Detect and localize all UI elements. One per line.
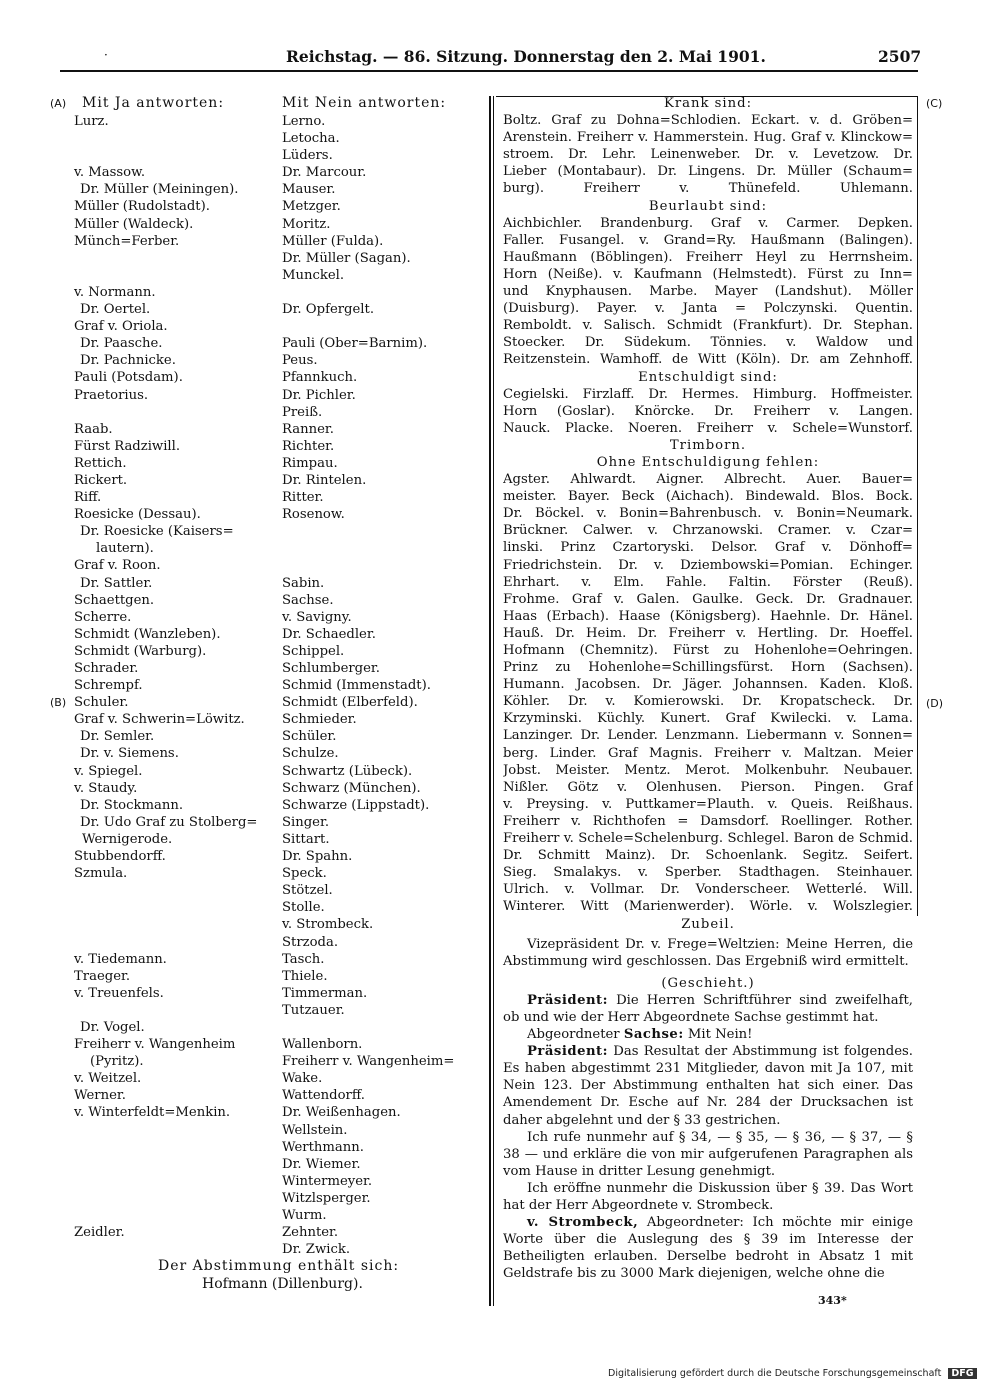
name-row [74, 404, 484, 421]
name-row [74, 301, 484, 318]
ja-name: Schrader. [74, 661, 139, 676]
nein-name: Ritter. [282, 490, 324, 506]
ja-name: Schaettgen. [74, 592, 155, 608]
name-row [74, 763, 484, 780]
name-row [74, 694, 484, 711]
nein-name: Dr. Zwick. [282, 1242, 351, 1258]
speech-sachse [503, 1026, 913, 1043]
ja-name: Dr. Vogel. [80, 1019, 145, 1035]
ohne-line: v. Preysing. v. Puttkamer=Plauth. v. Queis. Reißhaus. [503, 796, 913, 812]
name-row [74, 882, 484, 899]
speech-text: Das Resultat der Abstimmung ist folgendes. Es haben abgestimmt 231 Mitglieder, davon mit Ja 107, mit Nein 123. Der Abstimmung enthalten hat sich einer. Das Amendement Dr. Esche auf Nr. 284 der Drucksachen ist daher abgelehnt und der § 33 gestrichen. [503, 1044, 913, 1128]
nein-name: Zehnter. [282, 1225, 339, 1241]
ohne-line: Winterer. Witt (Marienwerder). Wörle. v. Wolszlegier. [503, 899, 913, 915]
footer-text: Digitalisierung gefördert durch die Deutsche Forschungsgemeinschaft [608, 1368, 942, 1379]
ohne-heading: Ohne Entschuldigung fehlen: [596, 454, 820, 470]
name-row [74, 1173, 484, 1190]
nein-name: Schmieder. [282, 712, 357, 728]
beurlaubt-line: Stoecker. Dr. Südekum. Tönnies. v. Waldow und [503, 335, 913, 351]
beurlaubt-line: Horn (Neiße). v. Kaufmann (Helmstedt). Fürst zu Inn= [503, 266, 913, 282]
ja-name: Dr. Stockmann. [80, 797, 184, 813]
ja-heading: Mit Ja antworten: [82, 95, 225, 111]
name-row [74, 745, 484, 762]
ja-name: Dr. Müller (Meiningen). [80, 182, 239, 198]
speech-strombeck [503, 1214, 913, 1282]
name-row [74, 934, 484, 951]
ja-name: Dr. Oertel. [80, 302, 151, 318]
nein-name: Lerno. [282, 114, 326, 129]
name-row [74, 233, 484, 250]
entschuldigt-heading: Entschuldigt sind: [638, 369, 778, 385]
name-row [74, 147, 484, 164]
nein-name: Pfannkuch. [282, 370, 358, 386]
beurlaubt-line: Haußmann (Böblingen). Freiherr Heyl zu Herrnsheim. [503, 249, 913, 265]
ohne-line: Freiherr v. Richthofen = Damsdorf. Roellinger. Rother. [503, 813, 913, 829]
ja-name: Stubbendorff. [74, 849, 166, 865]
nein-name: Rosenow. [282, 507, 345, 523]
ja-name: Roesicke (Dessau). [74, 507, 201, 523]
nein-name: Witzlsperger. [282, 1190, 371, 1206]
nein-name: Wake. [282, 1071, 323, 1087]
nein-name: Preiß. [282, 404, 323, 420]
nein-name: Pauli (Ober=Barnim). [282, 336, 428, 352]
name-row [74, 575, 484, 592]
ja-name: Müller (Rudolstadt). [74, 199, 210, 215]
name-row [74, 318, 484, 335]
name-row [74, 1156, 484, 1173]
ohne-line: Krzyminski. Küchly. Kunert. Graf Kwilecki. v. Lama. [503, 711, 913, 727]
nein-name: Thiele. [282, 968, 328, 984]
ohne-line: Haas (Erbach). Haase (Königsberg). Haehnle. Dr. Hänel. [503, 608, 913, 624]
krank-line: burg). Freiherr v. Thünefeld. Uhlemann. [503, 181, 913, 197]
ja-name: v. Massow. [74, 165, 146, 181]
name-row [74, 369, 484, 386]
entschuldigt-line: Cegielski. Firzlaff. Dr. Hermes. Himburg. Hoffmeister. [503, 386, 913, 402]
ja-name: Dr. v. Siemens. [80, 746, 179, 762]
speech-text: Abgeordneter: Ich möchte mir einige Worte über die Auslegung des § 39 im Interesse der Betheiligten erlauben. Derselbe bedroht in Absatz 1 mit Geldstrafe bis zu 3000 Mark diejenigen, welche ohne die [503, 1215, 913, 1282]
nein-name: Tasch. [282, 951, 325, 967]
name-row [74, 1087, 484, 1104]
ohne-line: Friedrichstein. Dr. v. Dziembowski=Pomian. Echinger. [503, 557, 913, 573]
name-row [74, 352, 484, 369]
nein-name: Lüders. [282, 148, 333, 164]
ohne-line: Agster. Ahlwardt. Aigner. Albrecht. Auer. Bauer= [503, 472, 913, 488]
ja-name: Schmidt (Warburg). [74, 643, 207, 659]
ohne-line: Ehrhart. v. Elm. Fahle. Faltin. Förster (Reuß). [503, 574, 913, 590]
name-row [74, 814, 484, 831]
nein-name: Dr. Marcour. [282, 165, 367, 181]
name-row [74, 609, 484, 626]
margin-mark-a: (A) [50, 97, 67, 110]
name-row [74, 216, 484, 233]
vote-name-list [74, 113, 484, 1258]
name-row [74, 267, 484, 284]
margin-mark-c: (C) [926, 97, 943, 110]
ja-name: Rettich. [74, 455, 127, 471]
name-row [74, 951, 484, 968]
abstain-heading: Der Abstimmung enthält sich: [158, 1258, 400, 1274]
krank-line: Arenstein. Freiherr v. Hammerstein. Hug. Graf v. Klinckow= [503, 130, 913, 146]
beurlaubt-line: (Duisburg). Payer. v. Janta = Polczynski. Quentin. [503, 301, 913, 317]
ja-name: Szmula. [74, 866, 128, 882]
entschuldigt-line: Horn (Goslar). Knörcke. Dr. Freiherr v. Langen. [503, 403, 913, 419]
name-row [74, 472, 484, 489]
nein-name: Wattendorff. [282, 1088, 365, 1104]
ja-name: Graf v. Oriola. [74, 319, 168, 335]
ohne-line: Humann. Jacobsen. Dr. Jäger. Johannsen. Kaden. Kloß. [503, 677, 913, 693]
ja-name: v. Tiedemann. [74, 951, 167, 967]
speech-president-2 [503, 1043, 913, 1128]
nein-name: Freiherr v. Wangenheim= [282, 1054, 455, 1070]
nein-name: Schüler. [282, 729, 337, 745]
name-row [74, 677, 484, 694]
footer-credit [608, 1368, 977, 1379]
nein-name: Stolle. [282, 900, 325, 916]
entschuldigt-line: Trimborn. [669, 437, 747, 453]
nein-name: Sabin. [282, 575, 325, 591]
ja-name: Dr. Sattler. [80, 575, 153, 591]
nein-name: Dr. Rintelen. [282, 472, 367, 488]
name-row [74, 1053, 484, 1070]
nein-name: Metzger. [282, 199, 341, 215]
name-row [74, 848, 484, 865]
ohne-line: Hofmann (Chemnitz). Fürst zu Hohenlohe=Oehringen. [503, 643, 913, 658]
speech-president-1 [503, 992, 913, 1026]
ja-name: v. Treuenfels. [74, 985, 164, 1001]
nein-name: Schmid (Immenstadt). [282, 678, 431, 694]
name-row [74, 250, 484, 267]
nein-name: Schwartz (Lübeck). [282, 763, 413, 779]
krank-list [503, 112, 913, 197]
ja-name: Rickert. [74, 472, 128, 488]
name-row [74, 113, 484, 130]
paragraph-call: Ich rufe nunmehr auf § 34, — § 35, — § 36, — § 37, — § 38 — und erkläre die von mir aufgerufenen Paragraphen als vom Hause in dritter Lesung genehmigt. [503, 1129, 913, 1179]
name-row [74, 1207, 484, 1224]
ja-name: v. Weitzel. [74, 1071, 142, 1087]
nein-name: Dr. Wiemer. [282, 1156, 361, 1172]
name-row [74, 387, 484, 404]
ohne-line: Lanzinger. Dr. Lender. Lenzmann. Liebermann v. Sonnen= [503, 728, 913, 744]
nein-name: Peus. [282, 353, 318, 369]
name-row [74, 181, 484, 198]
name-row [74, 660, 484, 677]
nein-name: Dr. Pichler. [282, 387, 356, 403]
nein-name: Ranner. [282, 421, 334, 437]
nein-name: Speck. [282, 866, 327, 882]
name-row [74, 557, 484, 574]
krank-line: stroem. Dr. Lehr. Leinenweber. Dr. v. Levetzow. Dr. [503, 147, 913, 163]
ohne-line: Zubeil. [681, 916, 735, 932]
name-row [74, 1122, 484, 1139]
ja-name: v. Normann. [74, 284, 156, 300]
nein-name: Wallenborn. [282, 1037, 363, 1053]
name-row [74, 335, 484, 352]
speech-text: Meine Herren, die Abstimmung wird geschlossen. Das Ergebniß wird ermittelt. [503, 936, 913, 969]
ja-name: Wernigerode. [82, 831, 173, 847]
speech-vice-president [503, 936, 913, 970]
name-row [74, 728, 484, 745]
nein-name: v. Strombeck. [282, 917, 374, 933]
beurlaubt-line: Aichbichler. Brandenburg. Graf v. Carmer. Depken. [503, 215, 913, 231]
name-row [74, 130, 484, 147]
name-row [74, 421, 484, 438]
name-row [74, 1070, 484, 1087]
ohne-line: Dr. Böckel. v. Bonin=Bahrenbusch. v. Bonin=Neumark. [503, 506, 913, 522]
nein-name: Tutzauer. [282, 1002, 345, 1018]
beurlaubt-line: Reitzenstein. Wamhoff. de Witt (Köln). Dr. am Zehnhoff. [503, 352, 913, 368]
ja-name: Werner. [74, 1088, 126, 1104]
speaker: v. Strombeck, [527, 1215, 639, 1231]
ja-name: Freiherr v. Wangenheim [74, 1037, 236, 1053]
column-divider [489, 96, 491, 1306]
nein-name: Wintermeyer. [282, 1173, 373, 1189]
ohne-line: Nißler. Götz v. Olenhusen. Pierson. Pingen. Graf [503, 779, 913, 795]
ja-name: Zeidler. [74, 1225, 125, 1241]
name-row [74, 780, 484, 797]
name-row [74, 831, 484, 848]
ja-name: Dr. Roesicke (Kaisers= [80, 524, 234, 540]
name-row [74, 198, 484, 215]
krank-heading: Krank sind: [663, 96, 753, 111]
ja-name: Schuler. [74, 695, 129, 711]
ja-name: Schrempf. [74, 678, 143, 694]
margin-mark-b: (B) [50, 696, 67, 709]
nein-name: Dr. Müller (Sagan). [282, 250, 411, 266]
ohne-line: Sieg. Smalakys. v. Sperber. Stadthagen. Steinhauer. [503, 865, 913, 881]
ja-name: v. Spiegel. [74, 763, 143, 779]
nein-name: v. Savigny. [282, 609, 352, 625]
ja-name: Schmidt (Wanzleben). [74, 626, 221, 642]
nein-name: Werthmann. [282, 1139, 364, 1155]
page-number: 2507 [878, 47, 922, 66]
name-row [74, 1036, 484, 1053]
nein-name: Schmidt (Elberfeld). [282, 695, 418, 711]
nein-name: Strzoda. [282, 934, 339, 950]
ja-name: Fürst Radziwill. [74, 438, 181, 454]
name-row [74, 899, 484, 916]
nein-name: Wellstein. [282, 1122, 348, 1138]
name-row [74, 540, 484, 557]
margin-mark-d: (D) [926, 697, 944, 710]
speaker: Sachse: [623, 1027, 684, 1043]
name-row [74, 455, 484, 472]
ohne-line: berg. Linder. Graf Magnis. Freiherr v. Maltzan. Meier [503, 745, 913, 761]
nein-name: Wurm. [282, 1208, 327, 1223]
abstain-name: Hofmann (Dillenburg). [202, 1276, 363, 1292]
name-row [74, 164, 484, 181]
nein-name: Munckel. [282, 267, 345, 283]
nein-name: Schippel. [282, 643, 345, 659]
geschieht-note: (Geschieht.) [661, 975, 755, 991]
nein-name: Timmerman. [282, 985, 368, 1001]
nein-name: Stötzel. [282, 883, 333, 899]
name-row [74, 865, 484, 882]
name-row [74, 626, 484, 643]
ohne-line: Ulrich. v. Vollmar. Dr. Vonderscheer. Wetterlé. Will. [503, 882, 913, 898]
name-row [74, 1241, 484, 1258]
nein-name: Richter. [282, 438, 335, 454]
nein-name: Singer. [282, 814, 330, 830]
name-row [74, 1190, 484, 1207]
ja-name: Dr. Udo Graf zu Stolberg= [80, 814, 258, 830]
ohne-line: Jobst. Meister. Mentz. Merot. Molkenbuhr. Neubauer. [503, 762, 913, 778]
beurlaubt-heading: Beurlaubt sind: [648, 198, 768, 214]
nein-name: Rimpau. [282, 455, 338, 471]
ja-name: lautern). [96, 541, 154, 557]
ja-name: Traeger. [74, 968, 131, 984]
beurlaubt-list [503, 215, 913, 369]
ja-name: Münch=Ferber. [74, 233, 180, 249]
ohne-line: Dr. Schmitt Mainz). Dr. Schoenlank. Segitz. Seifert. [503, 848, 913, 864]
name-row [74, 592, 484, 609]
header-rule [60, 70, 918, 72]
nein-name: Sachse. [282, 592, 334, 608]
name-row [74, 916, 484, 933]
paragraph-discussion: Ich eröffne nunmehr die Diskussion über § 39. Das Wort hat der Herr Abgeordnete v. Strombeck. [503, 1180, 913, 1213]
beurlaubt-line: und Knyphausen. Marbe. Mayer (Landshut). Möller [503, 284, 913, 300]
ohne-line: Freiherr v. Schele=Schelenburg. Schlegel. Baron de Schmid. [503, 831, 913, 847]
ohne-list [503, 471, 913, 933]
ohne-line: Brückner. Calwer. v. Chrzanowski. Cramer. v. Czar= [503, 523, 913, 539]
ja-name: Dr. Semler. [80, 729, 155, 745]
ja-name: Graf v. Schwerin=Löwitz. [74, 712, 245, 728]
page-header: Reichstag. — 86. Sitzung. Donnerstag den 2. Mai 1901. [286, 47, 766, 66]
ja-name: Riff. [74, 490, 102, 506]
beurlaubt-line: Faller. Fusangel. v. Grand=Ry. Haußmann (Balingen). [503, 232, 913, 248]
nein-name: Mauser. [282, 182, 336, 198]
speaker-prefix: Abgeordneter [527, 1027, 620, 1043]
krank-line: Boltz. Graf zu Dohna=Schlodien. Eckart. v. d. Gröben= [503, 113, 913, 129]
name-row [74, 1002, 484, 1019]
krank-line: Lieber (Montabaur). Dr. Lingens. Dr. Müller (Schaum= [503, 164, 913, 180]
name-row [74, 438, 484, 455]
beurlaubt-line: Remboldt. v. Salisch. Schmidt (Frankfurt). Dr. Stephan. [503, 318, 913, 334]
ja-name: Raab. [74, 421, 113, 437]
speech-text: Die Herren Schriftführer sind zweifelhaft, ob und wie der Herr Abgeordnete Sachse gestimmt hat. [503, 992, 913, 1025]
nein-name: Dr. Opfergelt. [282, 302, 375, 318]
ohne-line: Köhler. Dr. v. Komierowski. Dr. Kropatscheck. Dr. [503, 694, 913, 710]
header-bullet: · [104, 48, 108, 62]
nein-name: Sittart. [282, 831, 330, 847]
nein-name: Schwarze (Lippstadt). [282, 797, 430, 813]
dfg-logo: DFG [948, 1368, 976, 1379]
ohne-line: linski. Prinz Czartoryski. Delsor. Graf v. Dönhoff= [503, 540, 913, 556]
name-row [74, 523, 484, 540]
name-row [74, 643, 484, 660]
ja-name: Graf v. Roon. [74, 558, 161, 574]
name-row [74, 968, 484, 985]
signature-mark: 343* [818, 1294, 847, 1307]
nein-name: Dr. Schaedler. [282, 626, 376, 642]
ja-name: Dr. Pachnicke. [80, 353, 176, 369]
nein-name: Dr. Weißenhagen. [282, 1105, 401, 1121]
name-row [74, 985, 484, 1002]
name-row [74, 711, 484, 728]
speaker: Präsident: [527, 992, 609, 1008]
ja-name: (Pyritz). [90, 1054, 144, 1070]
right-column [503, 95, 913, 1282]
name-row [74, 1019, 484, 1036]
right-box-side [917, 96, 918, 916]
column-divider-2 [493, 96, 494, 1306]
nein-name: Schulze. [282, 746, 339, 762]
speech-text: Mit Nein! [687, 1027, 753, 1043]
ja-name: Dr. Paasche. [80, 336, 163, 352]
ja-name: Müller (Waldeck). [74, 216, 194, 232]
name-row [74, 1224, 484, 1241]
nein-heading: Mit Nein antworten: [282, 95, 447, 111]
nein-name: Schlumberger. [282, 661, 380, 676]
name-row [74, 489, 484, 506]
ohne-line: Frohme. Graf v. Galen. Gaulke. Geck. Dr. Gradnauer. [503, 591, 913, 607]
nein-name: Dr. Spahn. [282, 849, 353, 865]
name-row [74, 506, 484, 523]
ja-name: v. Staudy. [74, 780, 138, 796]
nein-name: Letocha. [282, 131, 340, 147]
nein-name: Moritz. [282, 216, 331, 232]
entschuldigt-line: Nauck. Placke. Noeren. Freiherr v. Schele=Wunstorf. [503, 420, 913, 436]
ja-name: Pauli (Potsdam). [74, 370, 183, 386]
entschuldigt-list [503, 386, 913, 454]
ja-name: Scherre. [74, 609, 132, 625]
nein-name: Müller (Fulda). [282, 233, 384, 249]
speaker: Vizepräsident Dr. v. Frege=Weltzien: [527, 936, 780, 952]
ja-name: Lurz. [74, 114, 109, 129]
name-row [74, 797, 484, 814]
name-row [74, 1139, 484, 1156]
ja-name: v. Winterfeldt=Menkin. [74, 1105, 231, 1121]
ohne-line: Hauß. Dr. Heim. Dr. Freiherr v. Hertling. Dr. Hoeffel. [503, 625, 913, 641]
speaker: Präsident: [527, 1044, 609, 1060]
name-row [74, 284, 484, 301]
ohne-line: meister. Bayer. Beck (Aichach). Bindewald. Blos. Bock. [503, 489, 913, 505]
nein-name: Schwarz (München). [282, 780, 421, 796]
ohne-line: Prinz zu Hohenlohe=Schillingsfürst. Horn (Sachsen). [503, 660, 913, 676]
ja-name: Praetorius. [74, 387, 149, 403]
name-row [74, 1104, 484, 1121]
